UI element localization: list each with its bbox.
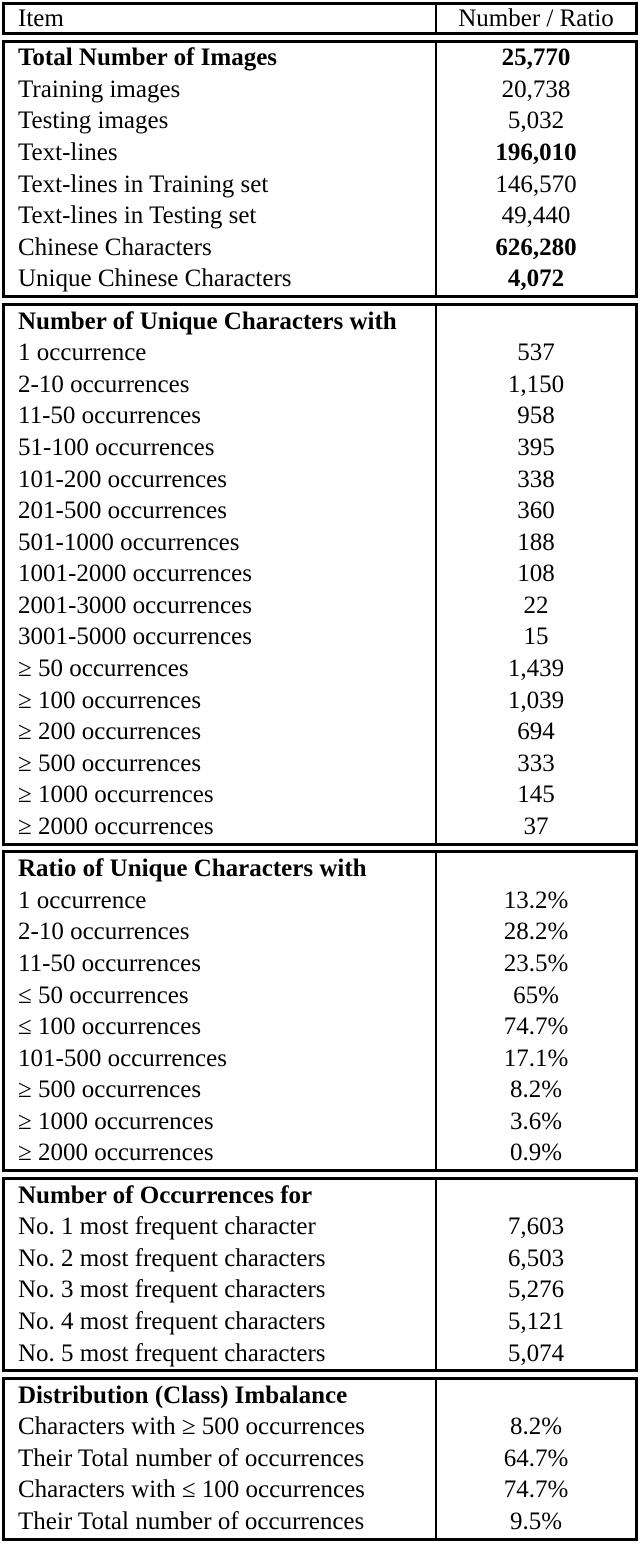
table-row	[5, 432, 635, 464]
item-cell: Their Total number of occurrences	[5, 1443, 437, 1475]
table-section	[2, 1377, 638, 1541]
item-cell: 2-10 occurrences	[5, 369, 437, 401]
table-row	[5, 780, 635, 812]
value-cell: 8.2%	[509, 1076, 563, 1104]
table-section	[2, 40, 638, 299]
column-header-value: Number / Ratio	[458, 5, 614, 32]
value-cell: 65%	[513, 981, 559, 1009]
value-cell: 13.2%	[503, 886, 569, 914]
table-row	[5, 980, 635, 1012]
table-row	[5, 559, 635, 591]
item-cell: ≥ 2000 occurrences	[5, 811, 437, 843]
value-cell: 694	[517, 718, 555, 746]
item-cell: ≥ 100 occurrences	[5, 685, 437, 717]
item-cell: 1 occurrence	[5, 885, 437, 917]
item-cell: 201-500 occurrences	[5, 495, 437, 527]
value-cell: 5,276	[507, 1276, 565, 1304]
column-header-item: Item	[5, 5, 437, 32]
table-row	[5, 264, 635, 296]
value-cell: 74.7%	[503, 1013, 569, 1041]
table-row	[5, 401, 635, 433]
table-row	[5, 653, 635, 685]
table-row	[5, 106, 635, 138]
value-cell: 9.5%	[509, 1508, 563, 1536]
value-cell: 333	[517, 749, 555, 777]
item-cell: 101-500 occurrences	[5, 1043, 437, 1075]
value-cell: 28.2%	[503, 918, 569, 946]
value-cell	[437, 853, 635, 885]
table-row	[5, 1138, 635, 1170]
value-cell: 395	[517, 433, 555, 461]
value-cell	[437, 306, 635, 338]
table-row	[5, 1338, 635, 1370]
table-row	[5, 885, 635, 917]
value-cell: 22	[523, 591, 549, 619]
value-cell: 23.5%	[503, 949, 569, 977]
item-cell: 101-200 occurrences	[5, 464, 437, 496]
table-section	[2, 1177, 638, 1373]
item-cell: ≥ 500 occurrences	[5, 748, 437, 780]
value-cell	[437, 1380, 635, 1412]
table-row	[5, 811, 635, 843]
value-cell: 338	[517, 465, 555, 493]
value-cell: 49,440	[501, 202, 571, 230]
table-row	[5, 917, 635, 949]
table-row	[5, 1443, 635, 1475]
item-cell: ≤ 100 occurrences	[5, 1011, 437, 1043]
table-row	[5, 1275, 635, 1307]
value-cell	[437, 1180, 635, 1212]
item-cell: ≥ 2000 occurrences	[5, 1138, 437, 1170]
item-cell: Testing images	[5, 106, 437, 138]
value-cell: 145	[517, 781, 555, 809]
item-cell: No. 4 most frequent characters	[5, 1306, 437, 1338]
item-cell: Characters with ≤ 100 occurrences	[5, 1475, 437, 1507]
table-row	[5, 716, 635, 748]
value-cell: 108	[517, 560, 555, 588]
table-row	[5, 337, 635, 369]
item-cell: No. 5 most frequent characters	[5, 1338, 437, 1370]
item-cell: No. 3 most frequent characters	[5, 1275, 437, 1307]
table-row	[5, 137, 635, 169]
item-cell: ≥ 500 occurrences	[5, 1075, 437, 1107]
item-cell: Text-lines	[5, 137, 437, 169]
item-cell: No. 1 most frequent character	[5, 1211, 437, 1243]
value-cell: 958	[517, 402, 555, 430]
value-cell: 0.9%	[509, 1139, 563, 1167]
value-cell: 5,074	[507, 1339, 565, 1367]
item-cell: Chinese Characters	[5, 232, 437, 264]
item-cell: ≥ 50 occurrences	[5, 653, 437, 685]
table-row	[5, 1306, 635, 1338]
section-title-cell: Distribution (Class) Imbalance	[5, 1380, 437, 1412]
item-cell: Total Number of Images	[5, 43, 437, 75]
value-cell: 1,150	[507, 370, 565, 398]
value-cell: 15	[523, 623, 549, 651]
value-cell: 5,121	[507, 1307, 565, 1335]
item-cell: 2001-3000 occurrences	[5, 590, 437, 622]
table-row	[5, 748, 635, 780]
table-row	[5, 232, 635, 264]
section-title-row	[5, 306, 635, 338]
table-row	[5, 622, 635, 654]
item-cell: 11-50 occurrences	[5, 401, 437, 433]
item-cell: 1 occurrence	[5, 337, 437, 369]
table-header-box	[2, 2, 638, 35]
value-cell: 626,280	[495, 233, 577, 261]
table-row	[5, 1475, 635, 1507]
section-title-cell: Ratio of Unique Characters with	[5, 853, 437, 885]
table-row	[5, 527, 635, 559]
item-cell: 3001-5000 occurrences	[5, 622, 437, 654]
table-row	[5, 1106, 635, 1138]
item-cell: Text-lines in Testing set	[5, 200, 437, 232]
table-section	[2, 303, 638, 846]
table-row	[5, 74, 635, 106]
table-row	[5, 200, 635, 232]
item-cell: Text-lines in Training set	[5, 169, 437, 201]
value-cell: 4,072	[507, 265, 565, 293]
table-row	[5, 1243, 635, 1275]
value-cell: 188	[517, 528, 555, 556]
item-cell: 501-1000 occurrences	[5, 527, 437, 559]
section-title-cell: Number of Occurrences for	[5, 1180, 437, 1212]
value-cell: 6,503	[507, 1244, 565, 1272]
section-title-row	[5, 1380, 635, 1412]
item-cell: 2-10 occurrences	[5, 917, 437, 949]
value-cell: 146,570	[495, 170, 577, 198]
item-cell: Their Total number of occurrences	[5, 1506, 437, 1538]
item-cell: Training images	[5, 74, 437, 106]
value-cell: 17.1%	[503, 1044, 569, 1072]
section-title-row	[5, 1180, 635, 1212]
item-cell: 11-50 occurrences	[5, 948, 437, 980]
value-cell: 1,039	[507, 686, 565, 714]
value-cell: 20,738	[501, 75, 571, 103]
item-cell: ≥ 200 occurrences	[5, 716, 437, 748]
table-row	[5, 1211, 635, 1243]
table-row	[5, 590, 635, 622]
table-row	[5, 43, 635, 75]
table-row	[5, 495, 635, 527]
value-cell: 8.2%	[509, 1413, 563, 1441]
value-cell: 360	[517, 497, 555, 525]
value-cell: 5,032	[507, 107, 565, 135]
value-cell: 64.7%	[503, 1444, 569, 1472]
table-row	[5, 1411, 635, 1443]
section-title-cell: Number of Unique Characters with	[5, 306, 437, 338]
table-row	[5, 1043, 635, 1075]
table-row	[5, 1011, 635, 1043]
item-cell: 1001-2000 occurrences	[5, 559, 437, 591]
value-cell: 74.7%	[503, 1476, 569, 1504]
item-cell: Characters with ≥ 500 occurrences	[5, 1411, 437, 1443]
value-cell: 3.6%	[509, 1107, 563, 1135]
item-cell: Unique Chinese Characters	[5, 264, 437, 296]
value-cell: 7,603	[507, 1213, 565, 1241]
table-row	[5, 948, 635, 980]
table-row	[5, 1506, 635, 1538]
item-cell: No. 2 most frequent characters	[5, 1243, 437, 1275]
value-cell: 37	[523, 813, 549, 841]
value-cell: 537	[517, 339, 555, 367]
value-cell: 1,439	[507, 655, 565, 683]
value-cell: 25,770	[501, 44, 571, 72]
table-section	[2, 850, 638, 1172]
table-row	[5, 169, 635, 201]
table-row	[5, 464, 635, 496]
item-cell: ≤ 50 occurrences	[5, 980, 437, 1012]
table-row	[5, 1075, 635, 1107]
item-cell: ≥ 1000 occurrences	[5, 780, 437, 812]
item-cell: ≥ 1000 occurrences	[5, 1106, 437, 1138]
value-cell: 196,010	[495, 139, 577, 167]
table-row	[5, 369, 635, 401]
column-header-row	[5, 5, 635, 32]
section-title-row	[5, 853, 635, 885]
table-row	[5, 685, 635, 717]
item-cell: 51-100 occurrences	[5, 432, 437, 464]
